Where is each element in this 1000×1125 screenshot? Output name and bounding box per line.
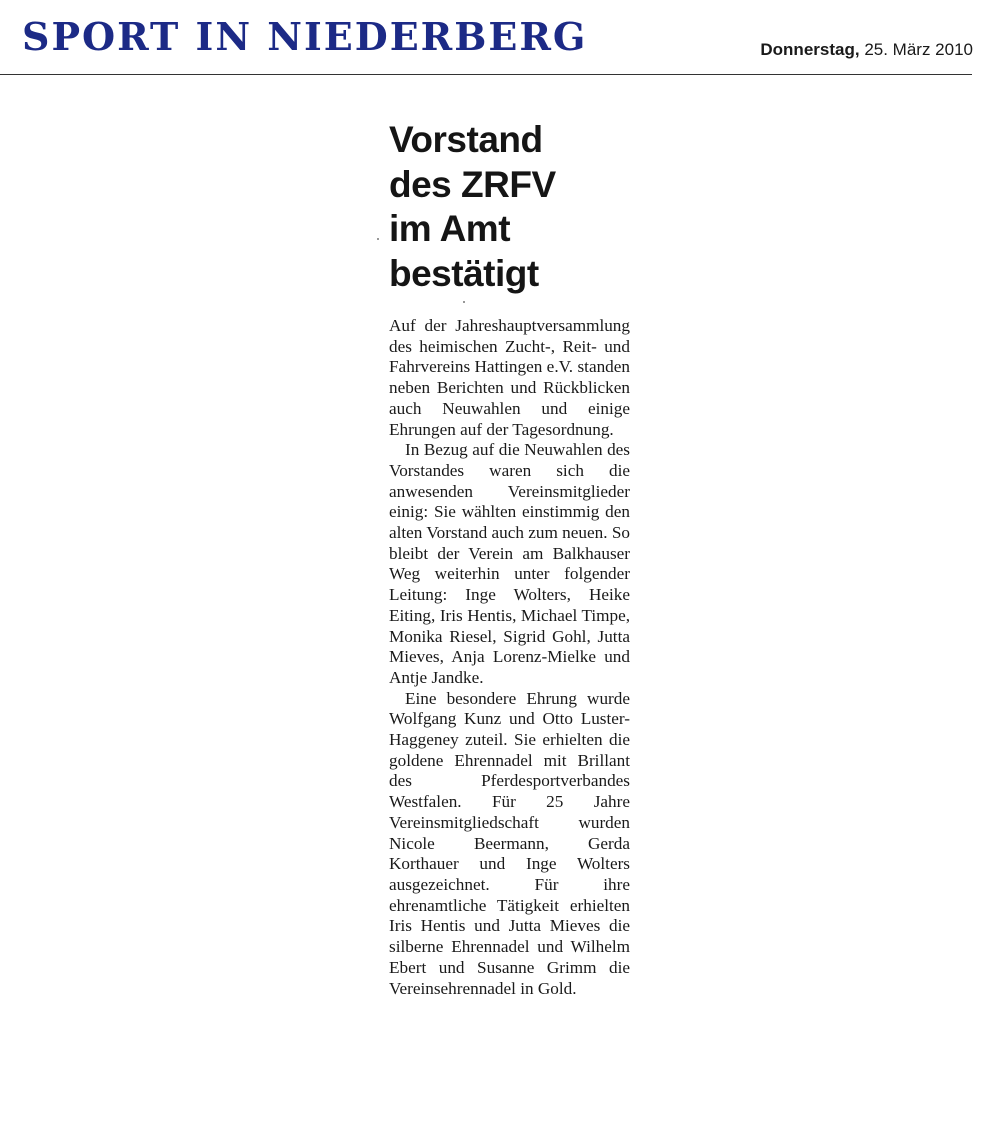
article-paragraph: In Bezug auf die Neuwahlen des Vorstandes waren sich die anwesenden Vereinsmitglieder einig: Sie wählten einstimmig den alten Vorstand auch zum neuen. So bleibt der Verein am Balkhauser Weg weiterhin unter folgender Leitung: Inge Wolters, Heike Eiting, Iris Hentis, Michael Timpe, Monika Riesel, Sigrid Gohl, Jutta Mieves, Anja Lorenz-Mielke und Antje Jandke. bbox=[389, 440, 630, 687]
print-speck bbox=[463, 301, 465, 303]
publication-title: SPORT IN NIEDERBERG bbox=[22, 14, 588, 59]
headline-line: Vorstand bbox=[389, 119, 543, 160]
article-body bbox=[389, 316, 630, 999]
issue-date bbox=[760, 40, 973, 60]
article-paragraph: Eine besondere Ehrung wurde Wolfgang Kunz und Otto Luster-Haggeney zuteil. Sie erhielten die goldene Ehrennadel mit Brillant des Pferdesportverbandes Westfalen. Für 25 Jahre Vereinsmitgliedschaft wurden Nicole Beermann, Gerda Korthauer und Inge Wolters ausgezeichnet. Für ihre ehrenamtliche Tätigkeit erhielten Iris Hentis und Jutta Mieves die silberne Ehrennadel und Wilhelm Ebert und Susanne Grimm die Vereinsehrennadel in Gold. bbox=[389, 688, 630, 998]
issue-weekday: Donnerstag, bbox=[760, 40, 860, 59]
headline-line: im Amt bbox=[389, 208, 511, 249]
issue-date-value: 25. März 2010 bbox=[864, 40, 973, 59]
headline-line: bestätigt bbox=[389, 252, 539, 294]
article-headline bbox=[389, 118, 649, 296]
article-paragraph: Auf der Jahreshauptversammlung des heimischen Zucht-, Reit- und Fahrvereins Hattingen e.V. standen neben Berichten und Rückblicken auch Neuwahlen und einige Ehrungen auf der Tagesordnung. bbox=[389, 316, 630, 439]
headline-line: des ZRFV bbox=[389, 163, 556, 205]
print-speck bbox=[377, 238, 379, 240]
header-divider bbox=[0, 74, 972, 75]
